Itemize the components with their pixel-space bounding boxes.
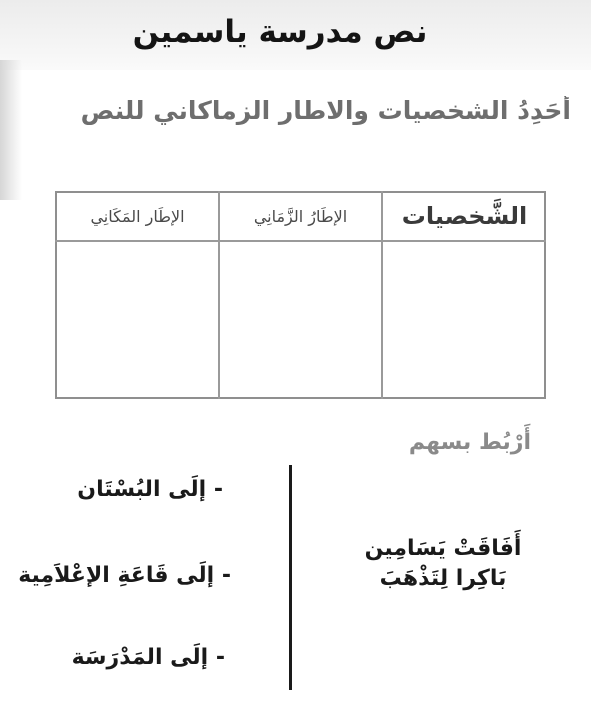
option-garden[interactable]: - إلَى البُسْتَان [77,477,223,502]
answer-cell-characters[interactable] [383,242,546,397]
header-place-setting: الإطَار المَكَانِي [90,206,185,226]
vertical-divider [289,465,292,690]
sentence-prompt[interactable] [343,534,543,594]
header-characters: الشَّخصيات [401,202,528,230]
answer-cell-time[interactable] [220,242,381,397]
instruction-identify: أُحَدِدُ الشخصيات والاطار الزماكاني للنص [80,96,571,125]
answer-cell-place[interactable] [57,242,218,397]
option-school[interactable]: - إلَى المَدْرَسَة [71,645,225,670]
page-title: نص مدرسة ياسمين [132,14,428,50]
sentence-line-1: أَفَاقَتْ يَسَامِين [364,536,522,561]
instruction-connect-arrow: أَرْبُط بسهم [408,430,531,455]
header-time-setting: الإطَارُ الزَّمَانِي [253,206,348,226]
left-edge-shadow [0,60,22,200]
sentence-line-2: بَاكِرا لِتَذْهَبَ [379,566,507,591]
option-media-room[interactable]: - إلَى قَاعَةِ الإعْلاَمِية [18,563,231,588]
